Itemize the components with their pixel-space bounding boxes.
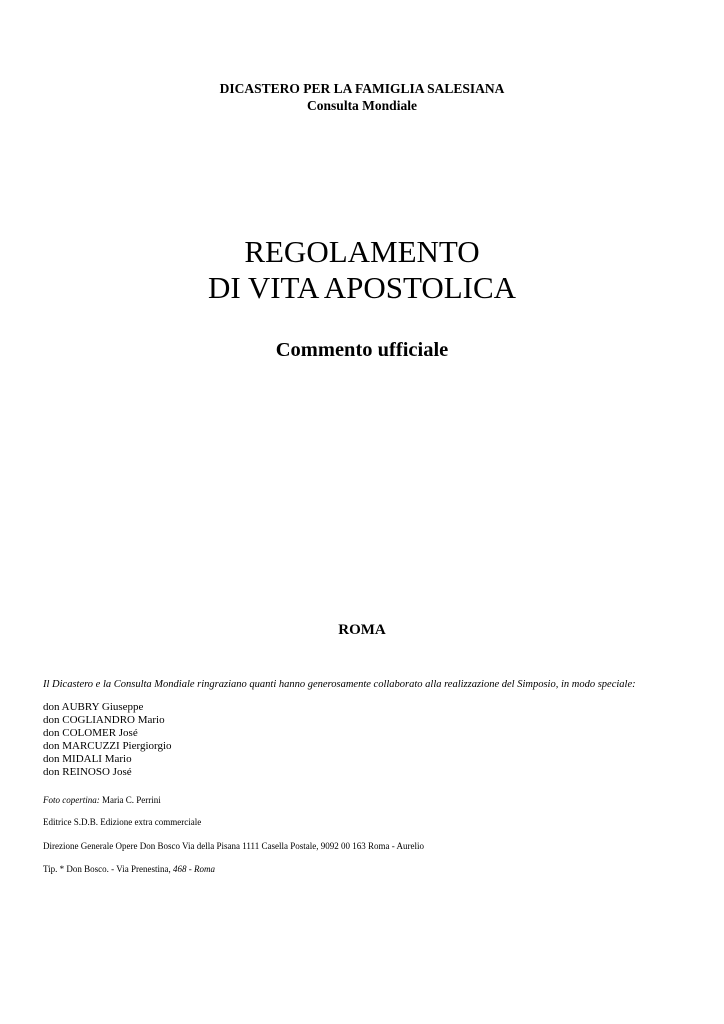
publication-place: ROMA bbox=[338, 622, 386, 638]
document-subtitle: Commento ufficiale bbox=[275, 339, 449, 361]
list-item: don AUBRY Giuseppe bbox=[43, 701, 144, 713]
contributors-list bbox=[43, 701, 172, 779]
address-line: Direzione Generale Opere Don Bosco Via della Pisana 1111 Casella Postale, 9092 00 163 Roma - Aurelio bbox=[43, 841, 424, 851]
list-item: don MIDALI Mario bbox=[43, 753, 132, 765]
photo-credit-name: Maria C. Perrini bbox=[102, 795, 161, 805]
acknowledgement-text: Il Dicastero e la Consulta Mondiale ringraziano quanti hanno generosamente collaborato alla realizzazione del Simposio, in modo speciale: bbox=[43, 679, 636, 690]
list-item: don COLOMER José bbox=[43, 727, 138, 739]
list-item: don MARCUZZI Piergiorgio bbox=[43, 740, 172, 752]
photo-credit-label: Foto copertina: bbox=[43, 795, 100, 805]
publisher-line: Editrice S.D.B. Edizione extra commerciale bbox=[43, 817, 202, 827]
header-subtitle: Consulta Mondiale bbox=[307, 98, 417, 113]
title-line-2: DI VITA APOSTOLICA bbox=[207, 270, 517, 305]
photo-credit bbox=[43, 794, 161, 807]
title-line-1: REGOLAMENTO bbox=[244, 234, 480, 269]
printer-line bbox=[43, 863, 215, 876]
printer-prefix: Tip. * Don Bosco. - Via Prenestina, bbox=[43, 864, 171, 874]
list-item: don COGLIANDRO Mario bbox=[43, 714, 165, 726]
printer-suffix: 468 - Roma bbox=[172, 864, 215, 874]
header-organization: DICASTERO PER LA FAMIGLIA SALESIANA bbox=[219, 81, 505, 96]
list-item: don REINOSO José bbox=[43, 766, 132, 778]
